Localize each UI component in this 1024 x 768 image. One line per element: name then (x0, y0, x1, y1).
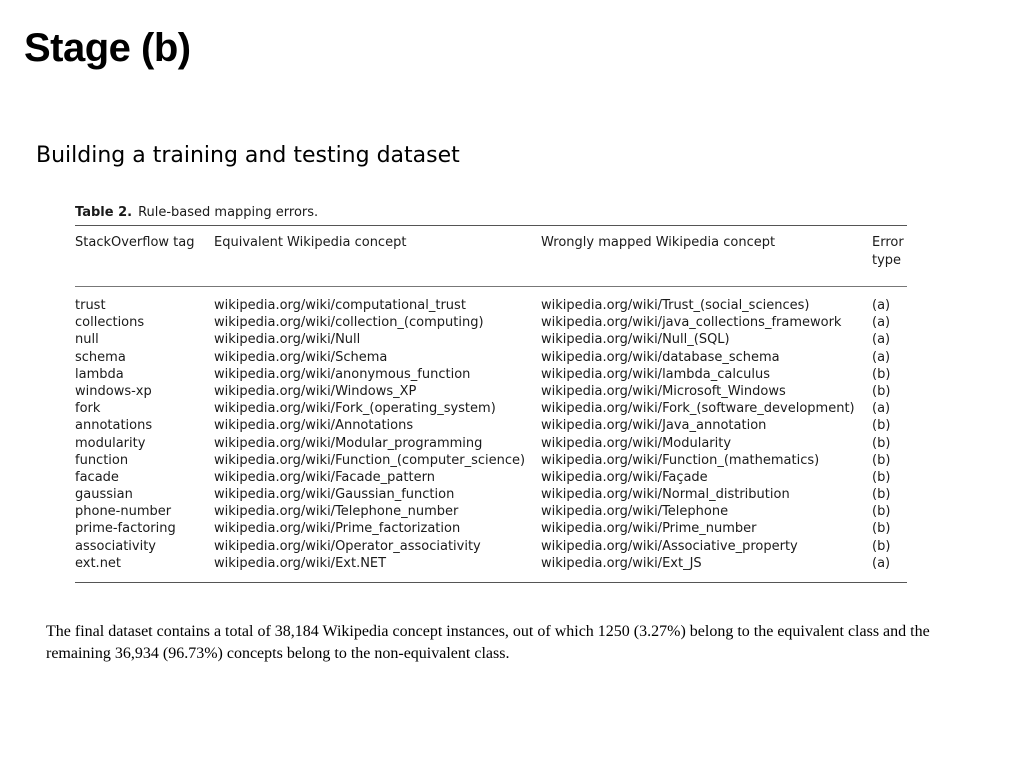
cell-wrong-concept: wikipedia.org/wiki/Telephone (541, 504, 729, 520)
header-stackoverflow-tag: StackOverflow tag (75, 235, 195, 250)
cell-error-type: (b) (872, 504, 891, 520)
cell-equivalent-concept: wikipedia.org/wiki/Null (214, 332, 361, 348)
cell-equivalent-concept: wikipedia.org/wiki/anonymous_function (214, 366, 471, 382)
table-bottom-rule (75, 582, 907, 583)
dataset-summary-text: The final dataset contains a total of 38,184 Wikipedia concept instances, out of which 1250 (3.27%) belong to the equivalent class and the remaining 36,934 (96.73%) concepts belong to the non-equivalent class. (46, 623, 930, 662)
header-equivalent-concept: Equivalent Wikipedia concept (214, 235, 407, 250)
table-row (75, 520, 907, 537)
cell-tag: schema (75, 349, 126, 365)
cell-wrong-concept: wikipedia.org/wiki/Normal_distribution (541, 487, 790, 503)
table-row (75, 331, 907, 348)
cell-wrong-concept: wikipedia.org/wiki/lambda_calculus (541, 366, 771, 382)
table-caption-text: Rule-based mapping errors. (138, 205, 319, 220)
cell-tag: associativity (75, 538, 156, 554)
cell-equivalent-concept: wikipedia.org/wiki/Windows_XP (214, 383, 417, 399)
cell-tag: trust (75, 298, 106, 313)
cell-error-type: (b) (872, 487, 891, 503)
cell-tag: annotations (75, 418, 153, 434)
cell-equivalent-concept: wikipedia.org/wiki/Fork_(operating_system) (214, 401, 496, 417)
cell-equivalent-concept: wikipedia.org/wiki/Annotations (214, 418, 414, 434)
header-wrongly-mapped-concept: Wrongly mapped Wikipedia concept (541, 235, 776, 250)
slide-title: Stage (b) (24, 26, 191, 70)
table-row (75, 538, 907, 555)
table-row (75, 417, 907, 434)
cell-wrong-concept: wikipedia.org/wiki/Fork_(software_development) (541, 401, 855, 417)
cell-tag: gaussian (75, 487, 133, 503)
cell-wrong-concept: wikipedia.org/wiki/java_collections_framework (541, 315, 842, 331)
table-row (75, 503, 907, 520)
cell-error-type: (b) (872, 521, 891, 537)
cell-equivalent-concept: wikipedia.org/wiki/Function_(computer_science) (214, 452, 526, 468)
table-caption (75, 203, 907, 225)
cell-equivalent-concept: wikipedia.org/wiki/Gaussian_function (214, 487, 455, 503)
cell-tag: collections (75, 315, 145, 331)
table-row (75, 435, 907, 452)
slide-subtitle: Building a training and testing dataset (36, 143, 460, 168)
cell-tag: fork (75, 401, 101, 417)
cell-error-type: (a) (872, 298, 891, 313)
table-row (75, 400, 907, 417)
cell-equivalent-concept: wikipedia.org/wiki/computational_trust (214, 298, 466, 313)
header-error-type: Error type (872, 235, 904, 268)
cell-tag: facade (75, 469, 119, 485)
cell-wrong-concept: wikipedia.org/wiki/Prime_number (541, 521, 757, 537)
cell-tag: ext.net (75, 555, 122, 571)
cell-equivalent-concept: wikipedia.org/wiki/Operator_associativity (214, 538, 481, 554)
cell-wrong-concept: wikipedia.org/wiki/Trust_(social_sciences) (541, 298, 810, 313)
cell-wrong-concept: wikipedia.org/wiki/Null_(SQL) (541, 332, 730, 348)
cell-error-type: (b) (872, 418, 891, 434)
table-row (75, 486, 907, 503)
cell-error-type: (a) (872, 349, 891, 365)
cell-error-type: (b) (872, 452, 891, 468)
cell-wrong-concept: wikipedia.org/wiki/Ext_JS (541, 555, 702, 571)
cell-error-type: (b) (872, 366, 891, 382)
cell-wrong-concept: wikipedia.org/wiki/Microsoft_Windows (541, 383, 786, 399)
cell-error-type: (a) (872, 332, 891, 348)
table-body (75, 287, 907, 572)
cell-equivalent-concept: wikipedia.org/wiki/Schema (214, 349, 388, 365)
cell-equivalent-concept: wikipedia.org/wiki/collection_(computing) (214, 315, 484, 331)
cell-tag: windows-xp (75, 383, 152, 399)
cell-equivalent-concept: wikipedia.org/wiki/Facade_pattern (214, 469, 435, 485)
cell-tag: modularity (75, 435, 146, 451)
cell-equivalent-concept: wikipedia.org/wiki/Modular_programming (214, 435, 483, 451)
cell-wrong-concept: wikipedia.org/wiki/Associative_property (541, 538, 798, 554)
table-row (75, 366, 907, 383)
cell-tag: phone-number (75, 504, 172, 520)
cell-error-type: (b) (872, 383, 891, 399)
cell-tag: null (75, 332, 99, 348)
cell-tag: prime-factoring (75, 521, 176, 537)
table-caption-label: Table 2. (75, 205, 133, 220)
table-row (75, 314, 907, 331)
table-row (75, 555, 907, 572)
table-row (75, 297, 907, 314)
cell-error-type: (b) (872, 469, 891, 485)
cell-wrong-concept: wikipedia.org/wiki/database_schema (541, 349, 780, 365)
cell-error-type: (b) (872, 435, 891, 451)
cell-wrong-concept: wikipedia.org/wiki/Java_annotation (541, 418, 767, 434)
cell-tag: function (75, 452, 129, 468)
cell-error-type: (a) (872, 401, 891, 417)
cell-tag: lambda (75, 366, 124, 382)
cell-error-type: (a) (872, 315, 891, 331)
table-header-row (75, 226, 907, 276)
cell-equivalent-concept: wikipedia.org/wiki/Telephone_number (214, 504, 459, 520)
cell-wrong-concept: wikipedia.org/wiki/Façade (541, 469, 708, 485)
table-row (75, 469, 907, 486)
cell-equivalent-concept: wikipedia.org/wiki/Ext.NET (214, 555, 387, 571)
table-row (75, 452, 907, 469)
table-row (75, 349, 907, 366)
cell-wrong-concept: wikipedia.org/wiki/Modularity (541, 435, 732, 451)
cell-error-type: (a) (872, 555, 891, 571)
cell-error-type: (b) (872, 538, 891, 554)
table-figure (75, 203, 907, 583)
cell-wrong-concept: wikipedia.org/wiki/Function_(mathematics) (541, 452, 820, 468)
cell-equivalent-concept: wikipedia.org/wiki/Prime_factorization (214, 521, 461, 537)
table-row (75, 383, 907, 400)
